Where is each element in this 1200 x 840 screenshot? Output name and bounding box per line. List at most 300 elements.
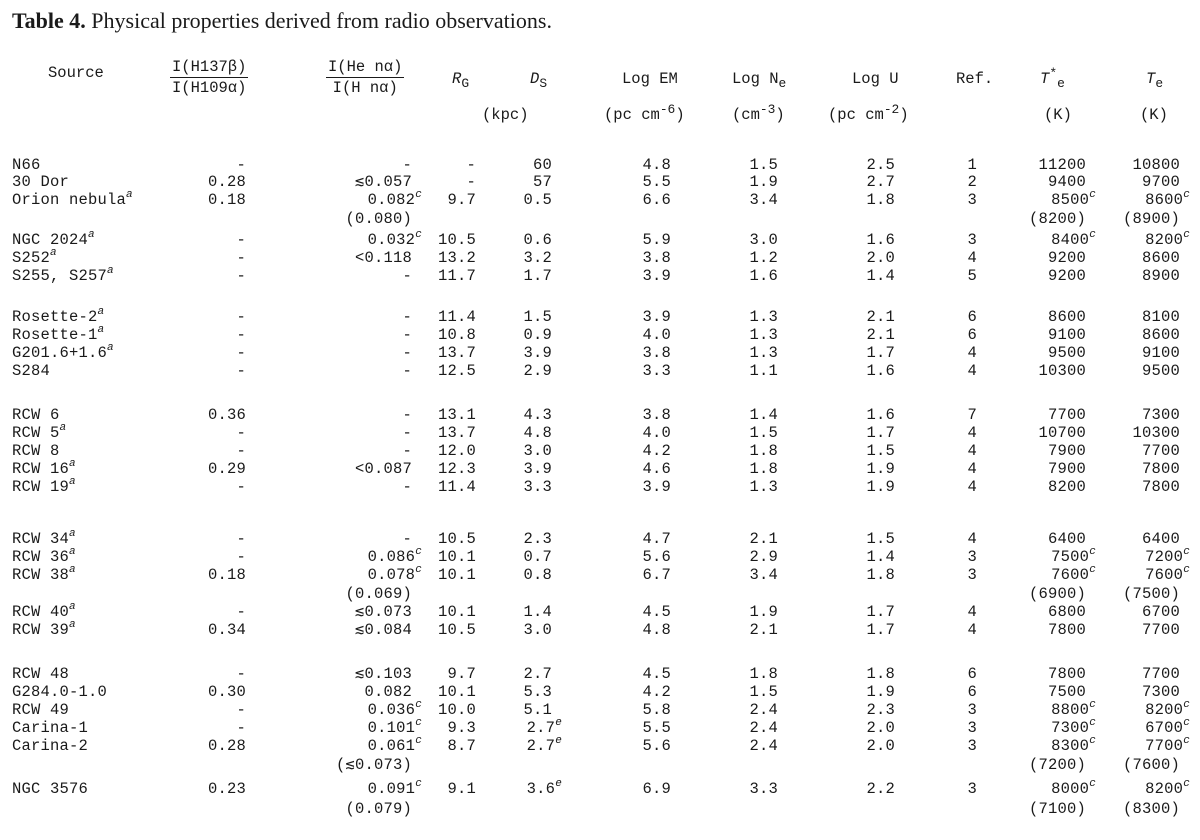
cell-h137-ratio: - — [236, 548, 246, 566]
cell-ds: 3.9 — [523, 460, 552, 478]
cell-ds: 2.3 — [523, 530, 552, 548]
cell-log-em: 6.7 — [642, 566, 671, 584]
cell-log-ne: 1.9 — [749, 173, 778, 191]
header-log-ne: Log $N_e$ — [732, 70, 787, 92]
cell-te-star: 9500 — [1047, 344, 1086, 362]
cell-log-ne: 1.2 — [749, 249, 778, 267]
cell-log-em: 4.6 — [642, 460, 671, 478]
cell-ds: 1.7 — [523, 267, 552, 285]
cell-ds: 60 — [532, 156, 552, 174]
cell-h137-ratio: 0.28 — [207, 173, 246, 191]
cell-te: 7700 — [1141, 621, 1180, 639]
cell-te: (7600) — [1122, 756, 1180, 774]
cell-te-star: 8300$^c$ — [1051, 734, 1096, 755]
cell-h137-ratio: - — [236, 308, 246, 326]
footnote-marker: c — [1183, 545, 1190, 558]
cell-ds: 3.6e — [526, 777, 562, 798]
header-te-unit: (K) — [1140, 106, 1168, 124]
footnote-marker: a — [69, 563, 76, 576]
cell-log-em: 4.0 — [642, 326, 671, 344]
cell-log-u: 2.5 — [866, 156, 895, 174]
cell-h137-ratio: - — [236, 362, 246, 380]
cell-ref: 3 — [967, 780, 977, 798]
cell-h137-ratio: - — [236, 249, 246, 267]
cell-source: RCW 34$^a$ — [12, 527, 76, 548]
cell-te-star: 7600$^c$ — [1051, 563, 1096, 584]
footnote-marker: c — [1183, 563, 1190, 576]
cell-log-em: 3.3 — [642, 362, 671, 380]
cell-he-ratio: ≲0.084 — [354, 621, 412, 639]
cell-te: 7300 — [1141, 406, 1180, 424]
cell-ref: 7 — [967, 406, 977, 424]
footnote-marker: a — [107, 264, 114, 277]
cell-source: RCW 39$^a$ — [12, 618, 76, 639]
cell-te: 7800 — [1141, 478, 1180, 496]
cell-te: 6700 — [1141, 603, 1180, 621]
cell-te: 6400 — [1141, 530, 1180, 548]
cell-he-ratio: 0.091$^c$ — [367, 777, 422, 798]
cell-ds: 57 — [532, 173, 552, 191]
cell-log-em: 3.9 — [642, 478, 671, 496]
cell-ds: 2.7e — [526, 734, 562, 755]
table-caption: Physical properties derived from radio observations. — [91, 8, 552, 33]
footnote-marker: e — [555, 777, 562, 790]
cell-h137-ratio: 0.30 — [207, 683, 246, 701]
cell-log-u: 1.8 — [866, 566, 895, 584]
cell-ref: 4 — [967, 442, 977, 460]
cell-te: 9100 — [1141, 344, 1180, 362]
cell-h137-ratio: - — [236, 701, 246, 719]
header-ne-unit: $(cm^{-3})$ — [732, 101, 785, 124]
cell-log-u: 2.2 — [866, 780, 895, 798]
cell-log-em: 3.8 — [642, 344, 671, 362]
cell-h137-ratio: - — [236, 530, 246, 548]
cell-h137-ratio: - — [236, 326, 246, 344]
table-title — [12, 8, 552, 34]
cell-log-em: 4.8 — [642, 621, 671, 639]
cell-source: RCW 48 — [12, 665, 70, 683]
footnote-marker: c — [415, 228, 422, 241]
cell-log-em: 5.5 — [642, 173, 671, 191]
cell-ds: 1.4 — [523, 603, 552, 621]
cell-te-star: 7700 — [1047, 406, 1086, 424]
cell-log-u: 2.1 — [866, 326, 895, 344]
cell-te-star: 7800 — [1047, 665, 1086, 683]
cell-rg: - — [466, 173, 476, 191]
cell-ds: 0.5 — [523, 191, 552, 209]
header-log-u: Log U — [852, 70, 899, 88]
header-ref: Ref. — [956, 70, 994, 88]
cell-ref: 3 — [967, 701, 977, 719]
cell-log-em: 3.9 — [642, 308, 671, 326]
cell-te-star: 7500$^c$ — [1051, 545, 1096, 566]
footnote-marker: c — [1183, 716, 1190, 729]
cell-te-star: 7900 — [1047, 442, 1086, 460]
cell-he-ratio: 0.036$^c$ — [367, 698, 422, 719]
cell-log-u: 1.8 — [866, 665, 895, 683]
cell-ref: 3 — [967, 191, 977, 209]
cell-log-u: 1.9 — [866, 478, 895, 496]
cell-he-ratio: - — [402, 530, 412, 548]
cell-log-em: 6.9 — [642, 780, 671, 798]
cell-he-ratio: - — [402, 478, 412, 496]
cell-rg: 13.2 — [437, 249, 476, 267]
footnote-marker: c — [1183, 734, 1190, 747]
cell-ref: 4 — [967, 424, 977, 442]
cell-log-em: 4.2 — [642, 442, 671, 460]
cell-rg: - — [466, 156, 476, 174]
cell-te: 8900 — [1141, 267, 1180, 285]
cell-ref: 4 — [967, 603, 977, 621]
cell-he-ratio: 0.086$^c$ — [367, 545, 422, 566]
cell-rg: 13.7 — [437, 424, 476, 442]
header-log-em: Log EM — [622, 70, 678, 88]
cell-ds: 4.8 — [523, 424, 552, 442]
cell-h137-ratio: 0.29 — [207, 460, 246, 478]
footnote-marker: a — [69, 457, 76, 470]
cell-ref: 6 — [967, 308, 977, 326]
cell-source: RCW 40$^a$ — [12, 600, 76, 621]
cell-he-ratio: - — [402, 344, 412, 362]
cell-ds: 3.0 — [523, 442, 552, 460]
cell-he-ratio: 0.082 — [364, 683, 412, 701]
cell-he-ratio: <0.087 — [354, 460, 412, 478]
cell-te-star: 8500$^c$ — [1051, 188, 1096, 209]
cell-ref: 6 — [967, 683, 977, 701]
cell-te: (8300) — [1122, 800, 1180, 818]
cell-h137-ratio: - — [236, 665, 246, 683]
footnote-marker: c — [415, 716, 422, 729]
cell-ref: 4 — [967, 460, 977, 478]
cell-h137-ratio: - — [236, 442, 246, 460]
footnote-marker: c — [415, 188, 422, 201]
cell-log-em: 5.5 — [642, 719, 671, 737]
cell-he-ratio: <0.118 — [354, 249, 412, 267]
footnote-marker: a — [69, 600, 76, 613]
cell-ds: 0.7 — [523, 548, 552, 566]
cell-h137-ratio: - — [236, 424, 246, 442]
cell-log-em: 4.5 — [642, 665, 671, 683]
footnote-marker: a — [69, 545, 76, 558]
header-he-ratio — [326, 58, 404, 97]
cell-te-star: (7200) — [1028, 756, 1086, 774]
cell-source: NGC 2024$^a$ — [12, 228, 95, 249]
cell-te-star: 7900 — [1047, 460, 1086, 478]
cell-te: 7200$^c$ — [1145, 545, 1190, 566]
cell-h137-ratio: 0.18 — [207, 191, 246, 209]
header-ds: $D_S$ — [530, 70, 548, 92]
footnote-marker: a — [107, 341, 114, 354]
cell-ref: 3 — [967, 566, 977, 584]
cell-log-em: 4.5 — [642, 603, 671, 621]
footnote-marker: a — [69, 527, 76, 540]
cell-he-ratio: ≲0.057 — [354, 173, 412, 191]
cell-rg: 9.1 — [447, 780, 476, 798]
cell-h137-ratio: - — [236, 478, 246, 496]
cell-te-star: 10300 — [1038, 362, 1086, 380]
cell-log-em: 3.8 — [642, 406, 671, 424]
cell-log-u: 1.8 — [866, 191, 895, 209]
cell-te: 8600 — [1141, 249, 1180, 267]
cell-rg: 10.8 — [437, 326, 476, 344]
cell-te-star: 9100 — [1047, 326, 1086, 344]
cell-source: RCW 36$^a$ — [12, 545, 76, 566]
cell-ref: 4 — [967, 478, 977, 496]
cell-log-ne: 3.3 — [749, 780, 778, 798]
cell-ds: 5.1 — [523, 701, 552, 719]
cell-ref: 4 — [967, 344, 977, 362]
cell-rg: 9.3 — [447, 719, 476, 737]
cell-te-star: 8800$^c$ — [1051, 698, 1096, 719]
cell-rg: 11.7 — [437, 267, 476, 285]
cell-source: Carina-2 — [12, 737, 89, 755]
header-distance-unit: (kpc) — [482, 106, 529, 124]
cell-te: 6700$^c$ — [1145, 716, 1190, 737]
cell-h137-ratio: - — [236, 719, 246, 737]
cell-ds: 2.9 — [523, 362, 552, 380]
cell-log-u: 1.6 — [866, 362, 895, 380]
header-rg: $R_G$ — [452, 70, 470, 92]
cell-source: RCW 16$^a$ — [12, 457, 76, 478]
cell-ref: 1 — [967, 156, 977, 174]
cell-source: RCW 6 — [12, 406, 60, 424]
header-te-star: $T^*_e$ — [1040, 65, 1065, 92]
footnote-marker: c — [1089, 563, 1096, 576]
cell-log-u: 1.7 — [866, 621, 895, 639]
cell-h137-ratio: 0.28 — [207, 737, 246, 755]
cell-rg: 13.1 — [437, 406, 476, 424]
cell-he-ratio: - — [402, 308, 412, 326]
header-h137-numerator: I(H137β) — [172, 58, 247, 76]
cell-log-ne: 1.9 — [749, 603, 778, 621]
cell-log-ne: 1.3 — [749, 478, 778, 496]
cell-te-star: 9400 — [1047, 173, 1086, 191]
cell-te-star: (7100) — [1028, 800, 1086, 818]
cell-te: 7700 — [1141, 442, 1180, 460]
cell-ds: 0.6 — [523, 231, 552, 249]
cell-te-star: 6400 — [1047, 530, 1086, 548]
footnote-marker: e — [555, 716, 562, 729]
cell-he-ratio: (≲0.073) — [335, 756, 412, 774]
cell-ds: 2.7e — [526, 716, 562, 737]
cell-he-ratio: (0.080) — [345, 210, 412, 228]
cell-rg: 10.1 — [437, 548, 476, 566]
footnote-marker: c — [1089, 777, 1096, 790]
footnote-marker: a — [69, 618, 76, 631]
cell-ds: 3.0 — [523, 621, 552, 639]
cell-h137-ratio: - — [236, 156, 246, 174]
cell-te: 9500 — [1141, 362, 1180, 380]
cell-te-star: 11200 — [1038, 156, 1086, 174]
cell-log-ne: 2.4 — [749, 737, 778, 755]
cell-he-ratio: 0.061$^c$ — [367, 734, 422, 755]
cell-ref: 4 — [967, 249, 977, 267]
cell-source: G284.0-1.0 — [12, 683, 108, 701]
footnote-marker: c — [1183, 777, 1190, 790]
cell-source: Rosette-1$^a$ — [12, 323, 105, 344]
cell-log-u: 1.7 — [866, 603, 895, 621]
footnote-marker: a — [69, 475, 76, 488]
footnote-marker: c — [1183, 188, 1190, 201]
cell-h137-ratio: - — [236, 603, 246, 621]
footnote-marker: a — [88, 228, 95, 241]
footnote-marker: c — [1089, 228, 1096, 241]
cell-te: 7700$^c$ — [1145, 734, 1190, 755]
cell-te: 8200$^c$ — [1145, 228, 1190, 249]
cell-source: RCW 38$^a$ — [12, 563, 76, 584]
cell-te-star: 8000$^c$ — [1051, 777, 1096, 798]
header-source: Source — [48, 64, 104, 82]
header-h137-ratio — [170, 58, 248, 97]
cell-te-star: (8200) — [1028, 210, 1086, 228]
cell-he-ratio: ≲0.073 — [354, 603, 412, 621]
cell-h137-ratio: - — [236, 344, 246, 362]
cell-log-em: 5.6 — [642, 737, 671, 755]
cell-te: 7600$^c$ — [1145, 563, 1190, 584]
cell-rg: 12.0 — [437, 442, 476, 460]
cell-te-star: 9200 — [1047, 249, 1086, 267]
cell-rg: 9.7 — [447, 191, 476, 209]
cell-h137-ratio: - — [236, 231, 246, 249]
cell-ref: 4 — [967, 621, 977, 639]
cell-source: Orion nebula$^a$ — [12, 188, 133, 209]
footnote-marker: c — [1089, 698, 1096, 711]
cell-log-u: 2.0 — [866, 737, 895, 755]
cell-log-u: 2.0 — [866, 719, 895, 737]
cell-te: 8600$^c$ — [1145, 188, 1190, 209]
cell-log-em: 4.7 — [642, 530, 671, 548]
cell-log-ne: 3.4 — [749, 191, 778, 209]
cell-h137-ratio: 0.36 — [207, 406, 246, 424]
cell-ds: 1.5 — [523, 308, 552, 326]
cell-te-star: 6800 — [1047, 603, 1086, 621]
cell-log-u: 1.5 — [866, 530, 895, 548]
cell-he-ratio: ≲0.103 — [354, 665, 412, 683]
footnote-marker: a — [50, 246, 57, 259]
cell-ref: 3 — [967, 231, 977, 249]
cell-ref: 6 — [967, 326, 977, 344]
cell-ds: 2.7 — [523, 665, 552, 683]
cell-he-ratio: 0.101$^c$ — [367, 716, 422, 737]
cell-h137-ratio: - — [236, 267, 246, 285]
cell-he-ratio: - — [402, 406, 412, 424]
footnote-marker: a — [97, 305, 105, 318]
cell-log-u: 1.4 — [866, 267, 895, 285]
cell-he-ratio: 0.032$^c$ — [367, 228, 422, 249]
cell-rg: 10.1 — [437, 566, 476, 584]
cell-he-ratio: - — [402, 156, 412, 174]
cell-te: 10800 — [1132, 156, 1180, 174]
cell-te-star: 7300$^c$ — [1051, 716, 1096, 737]
cell-te: 7800 — [1141, 460, 1180, 478]
cell-ref: 3 — [967, 719, 977, 737]
cell-rg: 13.7 — [437, 344, 476, 362]
cell-source: G201.6+1.6$^a$ — [12, 341, 114, 362]
cell-log-u: 2.7 — [866, 173, 895, 191]
header-em-unit: (pc $cm^{-6}$) — [604, 101, 685, 124]
footnote-marker: c — [1089, 716, 1096, 729]
cell-te-star: (6900) — [1028, 585, 1086, 603]
cell-log-u: 1.6 — [866, 406, 895, 424]
cell-te: 7700 — [1141, 665, 1180, 683]
cell-log-em: 4.0 — [642, 424, 671, 442]
cell-te-star: 7800 — [1047, 621, 1086, 639]
cell-ref: 3 — [967, 548, 977, 566]
cell-log-u: 1.6 — [866, 231, 895, 249]
footnote-marker: a — [97, 323, 105, 336]
cell-ds: 0.8 — [523, 566, 552, 584]
cell-log-ne: 1.5 — [749, 156, 778, 174]
cell-source: NGC 3576 — [12, 780, 89, 798]
header-he-denominator: I(H nα) — [332, 79, 398, 97]
footnote-marker: c — [1089, 545, 1096, 558]
cell-log-em: 5.9 — [642, 231, 671, 249]
cell-ref: 5 — [967, 267, 977, 285]
cell-ref: 3 — [967, 737, 977, 755]
footnote-marker: e — [555, 734, 562, 747]
cell-rg: 10.5 — [437, 530, 476, 548]
footnote-marker: c — [1089, 734, 1096, 747]
cell-log-u: 1.7 — [866, 424, 895, 442]
cell-log-em: 6.6 — [642, 191, 671, 209]
cell-log-ne: 2.4 — [749, 719, 778, 737]
cell-he-ratio: 0.078$^c$ — [367, 563, 422, 584]
cell-ds: 5.3 — [523, 683, 552, 701]
cell-te: 8600 — [1141, 326, 1180, 344]
cell-ref: 4 — [967, 362, 977, 380]
cell-log-u: 1.9 — [866, 460, 895, 478]
cell-log-em: 4.2 — [642, 683, 671, 701]
cell-log-ne: 1.3 — [749, 326, 778, 344]
cell-source: S284 — [12, 362, 51, 380]
cell-log-ne: 1.6 — [749, 267, 778, 285]
cell-he-ratio: - — [402, 267, 412, 285]
cell-log-u: 2.1 — [866, 308, 895, 326]
cell-te-star: 10700 — [1038, 424, 1086, 442]
cell-te-star: 9200 — [1047, 267, 1086, 285]
cell-log-u: 2.3 — [866, 701, 895, 719]
cell-ds: 3.9 — [523, 344, 552, 362]
cell-he-ratio: - — [402, 326, 412, 344]
cell-te-star: 8600 — [1047, 308, 1086, 326]
cell-log-ne: 1.4 — [749, 406, 778, 424]
cell-rg: 10.1 — [437, 603, 476, 621]
cell-he-ratio: - — [402, 424, 412, 442]
cell-source: S255, S257$^a$ — [12, 264, 114, 285]
cell-te-star: 7500 — [1047, 683, 1086, 701]
header-h137-denominator: I(H109α) — [172, 79, 247, 97]
cell-source: Rosette-2$^a$ — [12, 305, 105, 326]
footnote-marker: c — [415, 777, 422, 790]
cell-log-ne: 2.1 — [749, 621, 778, 639]
cell-ref: 4 — [967, 530, 977, 548]
cell-te: 7300 — [1141, 683, 1180, 701]
cell-log-ne: 3.0 — [749, 231, 778, 249]
cell-te: 8200$^c$ — [1145, 777, 1190, 798]
cell-log-ne: 2.4 — [749, 701, 778, 719]
cell-log-u: 1.9 — [866, 683, 895, 701]
cell-log-em: 3.8 — [642, 249, 671, 267]
cell-source: N66 — [12, 156, 41, 174]
cell-rg: 11.4 — [437, 478, 476, 496]
cell-rg: 11.4 — [437, 308, 476, 326]
footnote-marker: c — [415, 563, 422, 576]
cell-log-ne: 1.5 — [749, 683, 778, 701]
cell-log-ne: 1.8 — [749, 442, 778, 460]
cell-he-ratio: (0.069) — [345, 585, 412, 603]
footnote-marker: c — [415, 698, 422, 711]
cell-log-em: 5.8 — [642, 701, 671, 719]
